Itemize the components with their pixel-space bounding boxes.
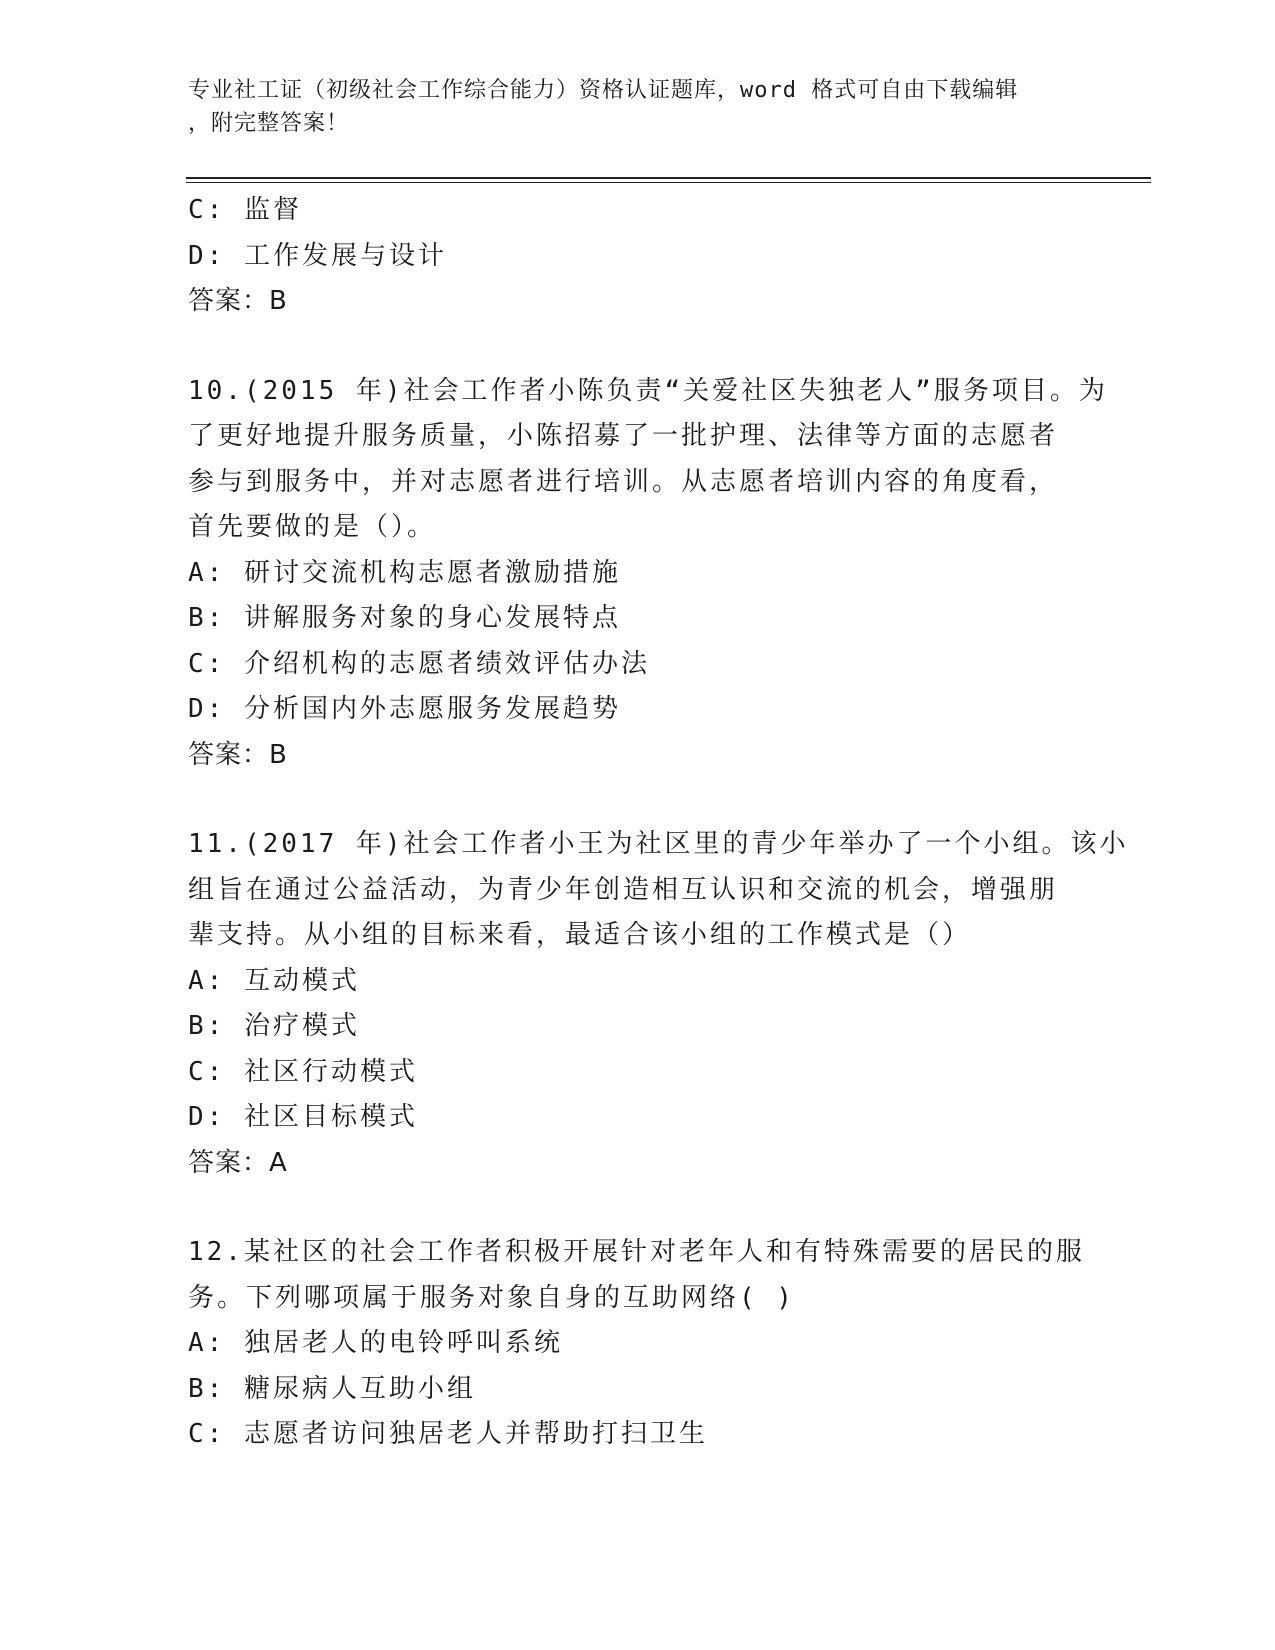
header-divider-thin xyxy=(186,182,1151,183)
option-c: C: 志愿者访问独居老人并帮助打扫卫生 xyxy=(188,1419,708,1449)
question-stem-line: 参与到服务中，并对志愿者进行培训。从志愿者培训内容的角度看， xyxy=(188,466,1059,497)
option-a: A: 研讨交流机构志愿者激励措施 xyxy=(188,557,621,588)
question-stem-line: 了更好地提升服务质量，小陈招募了一批护理、法律等方面的志愿者 xyxy=(188,421,1059,451)
question-stem-line: 11.(2017 年)社会工作者小王为社区里的青少年举办了一个小组。该小 xyxy=(188,829,1129,859)
header-divider-thick xyxy=(186,177,1151,179)
option-d: D: 工作发展与设计 xyxy=(188,240,447,271)
option-c: C: 社区行动模式 xyxy=(188,1056,418,1087)
option-c: C: 介绍机构的志愿者绩效评估办法 xyxy=(188,648,650,679)
question-11 xyxy=(188,822,1129,1186)
document-body xyxy=(188,188,1129,1458)
question-stem-line: 10.(2015 年)社会工作者小陈负责“关爱社区失独老人”服务项目。为 xyxy=(188,375,1108,406)
question-stem-line: 首先要做的是（）。 xyxy=(188,512,437,542)
option-b: B: 讲解服务对象的身心发展特点 xyxy=(188,603,621,633)
option-a: A: 独居老人的电铃呼叫系统 xyxy=(188,1328,563,1358)
option-c: C: 监督 xyxy=(188,195,302,225)
question-9-continued xyxy=(188,188,1088,325)
answer-line: 答案：B xyxy=(188,286,288,316)
answer-line: 答案：A xyxy=(188,1147,288,1178)
option-b: B: 糖尿病人互助小组 xyxy=(188,1373,476,1404)
page-header xyxy=(188,74,1088,140)
question-12 xyxy=(188,1230,1088,1458)
question-10 xyxy=(188,369,1108,779)
option-d: D: 社区目标模式 xyxy=(188,1102,418,1132)
question-stem-line: 组旨在通过公益活动，为青少年创造相互认识和交流的机会，增强朋 xyxy=(188,874,1059,905)
question-stem-line: 12.某社区的社会工作者积极开展针对老年人和有特殊需要的居民的服 xyxy=(188,1237,1085,1267)
option-b: B: 治疗模式 xyxy=(188,1011,360,1041)
question-stem-line: 务。下列哪项属于服务对象自身的互助网络( ) xyxy=(188,1282,795,1313)
question-stem-line: 辈支持。从小组的目标来看，最适合该小组的工作模式是（） xyxy=(188,920,972,950)
answer-line: 答案：B xyxy=(188,739,288,770)
option-d: D: 分析国内外志愿服务发展趋势 xyxy=(188,694,621,724)
header-title-line-1: 专业社工证（初级社会工作综合能力）资格认证题库，word 格式可自由下载编辑 xyxy=(188,78,1019,103)
header-title-line-2: ，附完整答案！ xyxy=(188,111,350,136)
option-a: A: 互动模式 xyxy=(188,965,360,996)
